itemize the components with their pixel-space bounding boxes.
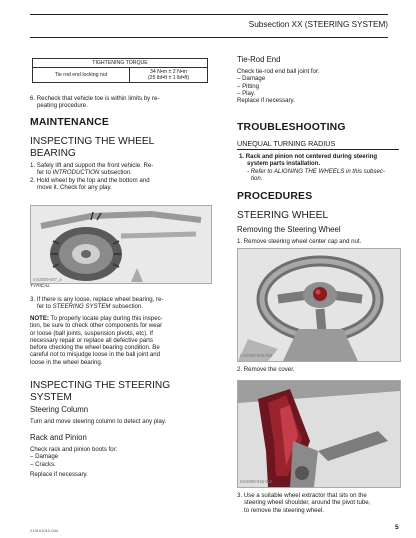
trouble-line1: 1. Rack and pinion not centered during steering [239, 153, 378, 160]
rack-replace: Replace if necessary. [30, 470, 88, 478]
torque-table [32, 58, 208, 83]
step-6-line1: 6. Recheck that vehicle toe is within limits by re- [30, 95, 160, 102]
step-2: 2. Remove the cover. [237, 366, 295, 373]
step-6 [30, 95, 214, 110]
rack-line: Check rack and pinion boots for: [30, 446, 118, 453]
inspecting-steering-heading [30, 380, 170, 403]
steering-column-text: Turn and move steering column to detect any play. [30, 418, 167, 425]
steering-wheel-figure [237, 248, 401, 362]
step-3-line2: steering wheel shoulder, around the pivot tube, [244, 499, 371, 507]
procedures-heading: PROCEDURES [237, 191, 313, 202]
step-2-line2: move it. Check for any play. [37, 183, 112, 191]
note-line6: careful not to misjudge loose in the ball joint and [30, 351, 161, 359]
step-3-text: fer to [37, 303, 53, 311]
cover-removal-figure [237, 380, 401, 488]
note-line3: or loose (ball joints, suspension pivots, etc). If [30, 329, 153, 337]
note-line1: To properly locate play during this inspec- [48, 315, 163, 322]
figure-2-code: rmr2009-009-003 [240, 353, 273, 358]
step-6-line2: peating procedure. [37, 102, 88, 110]
inspecting-wheel-bearing-heading [30, 136, 154, 159]
step-2-line1: 2. Hold wheel by the top and the bottom and [30, 176, 150, 184]
unequal-turning-radius-heading: UNEQUAL TURNING RADIUS [237, 139, 399, 150]
steering-wheel-heading: STEERING WHEEL [237, 210, 329, 221]
tie-line: Check tie-rod end ball joint for: [237, 68, 320, 75]
step-3-suffix: subsection. [110, 303, 144, 311]
rack-pinion-heading: Rack and Pinion [30, 433, 87, 442]
torque-row-label: Tie rod end locking nut [33, 68, 130, 83]
note-label: NOTE: [30, 315, 49, 322]
step-1-ref: INTRODUCTION [52, 169, 100, 177]
note-line4: necessary repair or replace all defective parts [30, 336, 153, 344]
heading-line1: INSPECTING THE STEERING [30, 380, 171, 391]
note-line5: before checking the wheel bearing condition. Be [30, 344, 160, 352]
rack-item: – Damage [30, 453, 59, 461]
tie-rod-text [237, 68, 320, 104]
step-1: 1. Remove steering wheel center cap and nut. [237, 238, 362, 245]
steering-wheel-illustration [238, 249, 400, 361]
tie-rod-end-heading: Tie-Rod End [237, 55, 281, 64]
tie-item: – Pitting [237, 82, 260, 90]
tie-replace: Replace if necessary. [237, 97, 295, 105]
wheel-bearing-figure [30, 205, 212, 284]
trouble-sub-line1: - Refer to ALIGNING THE WHEELS in this subsec- [247, 167, 385, 175]
tie-item: – Play. [237, 89, 256, 97]
subsection-title: Subsection XX (STEERING SYSTEM) [248, 20, 388, 29]
torque-value-imperial: (25 lbf•ft ± 1 lbf•ft) [147, 75, 190, 81]
heading-line2: BEARING [30, 147, 76, 159]
step-3-ref: STEERING SYSTEM [52, 303, 111, 311]
tie-item: – Damage [237, 75, 266, 83]
trouble-line2: system parts installation. [247, 160, 321, 168]
troubleshooting-item [239, 153, 401, 182]
bearing-step-3 [30, 296, 214, 311]
steering-column-heading: Steering Column [30, 405, 89, 414]
note-line2: tion, be sure to check other components for wear [30, 322, 163, 330]
torque-value-metric: 34 N•m ± 2 N•m [149, 69, 188, 75]
maintenance-heading: MAINTENANCE [30, 117, 109, 128]
step-3-line3: to remove the steering wheel. [244, 506, 324, 514]
step-3-line1: 3. Use a suitable wheel extractor that sits on the [237, 492, 367, 499]
page-number: 5 [395, 524, 399, 531]
figure-1-code: rmr2009-007_a [33, 277, 62, 282]
removing-steering-wheel-heading: Removing the Steering Wheel [237, 225, 341, 234]
heading-line2: SYSTEM [30, 391, 72, 403]
step-3 [237, 492, 401, 514]
bearing-steps [30, 162, 214, 191]
footer-code: 219101010-044 [30, 528, 59, 533]
step-1-line1: 1. Safely lift and support the front vehicle. Re- [30, 162, 154, 169]
figure-1-caption: TYPICAL [30, 284, 50, 289]
step-3-line1: 3. If there is any loose, replace wheel bearing, re- [30, 296, 164, 303]
steering-column-illustration [238, 381, 400, 487]
note-line7: loose in the wheel bearing. [30, 358, 103, 366]
step-1-suffix: subsection. [99, 169, 132, 177]
wheel-illustration [31, 206, 211, 283]
figure-3-code: rmr2009-016-010 [240, 479, 273, 484]
heading-line1: INSPECTING THE WHEEL [30, 136, 155, 147]
rack-item: – Cracks. [30, 460, 56, 468]
rack-pinion-text [30, 446, 117, 478]
trouble-sub-line2: tion. [251, 174, 263, 182]
torque-table-title: TIGHTENING TORQUE [33, 59, 208, 68]
troubleshooting-heading: TROUBLESHOOTING [237, 122, 346, 133]
step-1-text: fer to [37, 169, 53, 177]
page-header [30, 14, 388, 38]
note-block [30, 315, 214, 366]
